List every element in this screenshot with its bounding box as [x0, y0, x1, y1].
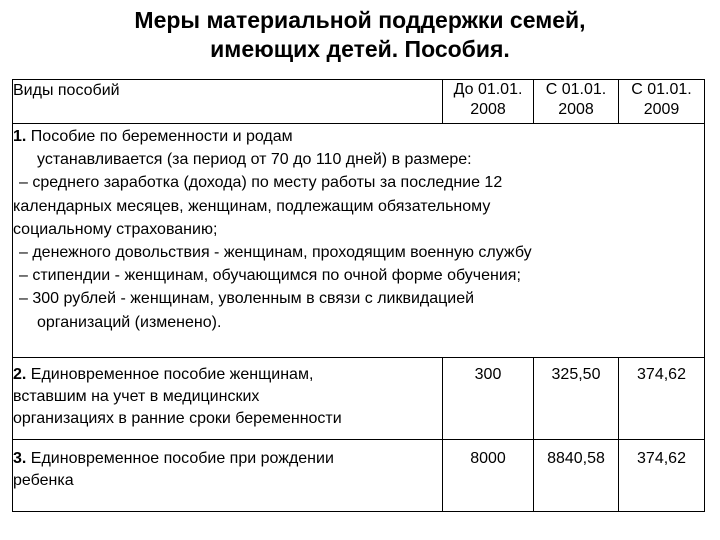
row-3-number: 3. — [13, 450, 27, 467]
header-col-3-line-2: 2009 — [643, 101, 680, 118]
header-col-3-line-1: С 01.01. — [631, 81, 692, 98]
row-1-line-3: – среднего заработка (дохода) по месту работы за последние 12 — [19, 174, 503, 192]
page-title — [0, 6, 720, 64]
row-1-line-6: – денежного довольствия - женщинам, проходящим военную службу — [19, 244, 532, 262]
row-2-line-1-text: Единовременное пособие женщинам, — [30, 366, 314, 383]
header-row — [13, 80, 705, 124]
row-2-number: 2. — [13, 366, 27, 383]
header-col-2-line-1: С 01.01. — [545, 81, 607, 98]
header-label-cell — [13, 80, 443, 124]
header-col-1 — [443, 80, 534, 124]
row-2-label — [13, 358, 443, 440]
row-2-line-1 — [13, 364, 442, 386]
header-col-1-line-2: 2008 — [470, 101, 506, 118]
row-2-value-3: 374,62 — [619, 358, 705, 440]
benefits-table — [12, 79, 705, 512]
title-line-1: Меры материальной поддержки семей, — [134, 7, 586, 33]
row-3-value-2: 8840,58 — [534, 440, 619, 512]
row-2-value-2: 325,50 — [534, 358, 619, 440]
row-2-line-2: вставшим на учет в медицинских — [13, 388, 260, 405]
row-1-line-5: социальному страхованию; — [13, 220, 218, 238]
row-1-line-7: – стипендии - женщинам, обучающимся по очной форме обучения; — [19, 267, 521, 285]
header-col-2 — [534, 80, 619, 124]
row-1-line-1-text: Пособие по беременности и родам — [30, 128, 293, 145]
table-row-1 — [13, 124, 705, 358]
row-1-line-2: устанавливается (за период от 70 до 110 дней) в размере: — [37, 151, 472, 169]
header-col-3 — [619, 80, 705, 124]
row-1-number: 1. — [13, 128, 27, 145]
title-line-2: имеющих детей. Пособия. — [210, 36, 510, 62]
row-2-value-1: 300 — [443, 358, 534, 440]
row-1-line-8: – 300 рублей - женщинам, уволенным в связи с ликвидацией — [19, 290, 475, 308]
row-3-value-3: 374,62 — [619, 440, 705, 512]
row-1-line-9: организаций (изменено). — [37, 313, 222, 331]
row-3-line-2: ребенка — [13, 472, 74, 489]
row-2-line-3: организациях в ранние сроки беременности — [13, 410, 342, 427]
row-1-text — [13, 124, 705, 358]
header-label: Виды пособий — [13, 82, 120, 99]
row-3-line-1-text: Единовременное пособие при рождении — [30, 450, 334, 467]
row-3-label — [13, 440, 443, 512]
table-row-3 — [13, 440, 705, 512]
row-3-line-1 — [13, 448, 442, 470]
row-1-line-4: календарных месяцев, женщинам, подлежащим обязательному — [13, 197, 491, 215]
row-3-value-1: 8000 — [443, 440, 534, 512]
header-col-2-line-2: 2008 — [558, 101, 594, 118]
row-1-line-1 — [13, 125, 704, 148]
header-col-1-line-1: До 01.01. — [453, 81, 523, 98]
table-row-2 — [13, 358, 705, 440]
